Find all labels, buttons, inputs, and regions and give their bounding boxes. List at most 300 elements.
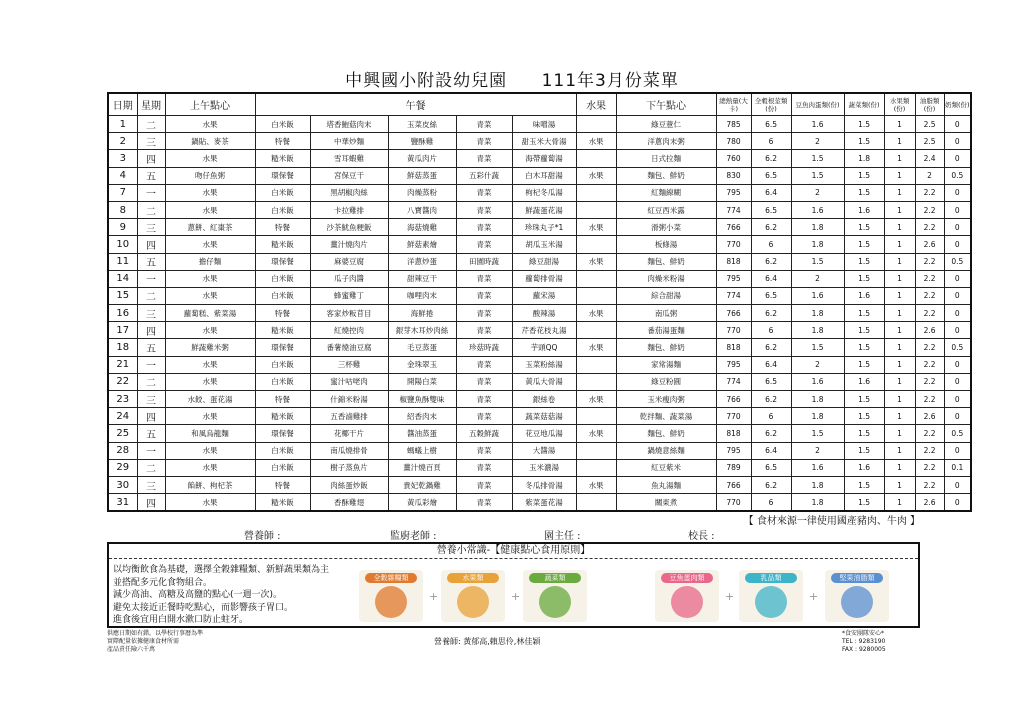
menu-body: [108, 116, 971, 512]
table-cell: 1: [884, 133, 915, 150]
table-cell: 特餐: [255, 305, 310, 322]
table-cell: 21: [108, 356, 137, 373]
table-cell: [576, 459, 616, 476]
table-cell: 三: [137, 219, 165, 236]
table-cell: 甜玉米大骨湯: [512, 133, 576, 150]
table-cell: [576, 356, 616, 373]
table-cell: 青菜: [456, 305, 512, 322]
table-cell: 4: [108, 167, 137, 184]
table-cell: 1.5: [844, 219, 884, 236]
table-cell: 2.2: [915, 287, 944, 304]
table-cell: 日式拉麵: [616, 150, 716, 167]
table-cell: 珍珠丸子*1: [512, 219, 576, 236]
table-header: [108, 93, 971, 116]
table-cell: 麻婆豆腐: [310, 253, 388, 270]
table-cell: 30: [108, 476, 137, 493]
table-cell: 2.2: [915, 184, 944, 201]
table-cell: 0: [944, 201, 971, 218]
table-cell: 1.6: [791, 116, 844, 133]
table-cell: 1.5: [791, 339, 844, 356]
table-cell: 蘿蔔排骨湯: [512, 270, 576, 287]
table-cell: 6.5: [751, 287, 791, 304]
dairy-label: 乳品類: [745, 573, 797, 583]
table-cell: 蔬菜菇菇湯: [512, 408, 576, 425]
contact-line: *食安團隊安心*: [842, 630, 885, 637]
table-cell: 1: [108, 116, 137, 133]
tip-line: 進食後宜用白開水漱口防止蛀牙。: [113, 615, 249, 625]
sig-principal: 校長 :: [688, 531, 715, 542]
table-cell: 青菜: [456, 459, 512, 476]
table-cell: 795: [716, 184, 751, 201]
table-cell: 1: [884, 219, 915, 236]
col-calories: 總熱量(大卡): [716, 93, 751, 116]
table-cell: 0: [944, 442, 971, 459]
table-cell: 1: [884, 287, 915, 304]
table-row: [108, 167, 971, 184]
table-cell: 咖哩肉末: [388, 287, 456, 304]
table-cell: 9: [108, 219, 137, 236]
table-cell: 滑粥小菜: [616, 219, 716, 236]
table-cell: 玉菜粉絲湯: [512, 356, 576, 373]
table-cell: 白米飯: [255, 442, 310, 459]
table-cell: 水果: [576, 167, 616, 184]
table-cell: 五彩什蔬: [456, 167, 512, 184]
table-cell: 毛豆蒸蛋: [388, 339, 456, 356]
table-cell: 1: [884, 305, 915, 322]
table-cell: 銀絲卷: [512, 391, 576, 408]
table-cell: 830: [716, 167, 751, 184]
table-cell: 黃瓜肉片: [388, 150, 456, 167]
table-cell: 17: [108, 322, 137, 339]
table-cell: [576, 236, 616, 253]
table-cell: 水果: [165, 201, 255, 218]
table-cell: 6: [751, 408, 791, 425]
table-cell: 6.4: [751, 270, 791, 287]
table-row: [108, 373, 971, 390]
table-cell: [576, 322, 616, 339]
table-cell: 0: [944, 305, 971, 322]
col-vegetables: 蔬菜類(份): [844, 93, 884, 116]
table-cell: 環保餐: [255, 425, 310, 442]
plus-icon: +: [809, 590, 819, 603]
table-cell: 糙米飯: [255, 494, 310, 512]
table-cell: 開陽白菜: [388, 373, 456, 390]
table-cell: 乾拌麵、蔬菜湯: [616, 408, 716, 425]
nutrition-tips-box: [107, 542, 920, 628]
table-cell: 1.5: [844, 442, 884, 459]
table-cell: 青菜: [456, 270, 512, 287]
table-cell: 1.8: [844, 150, 884, 167]
table-cell: 青菜: [456, 442, 512, 459]
table-cell: 四: [137, 322, 165, 339]
sig-director: 園主任 :: [544, 531, 581, 542]
table-cell: 0.5: [944, 167, 971, 184]
table-cell: 1.6: [791, 201, 844, 218]
table-cell: 水果: [165, 408, 255, 425]
table-cell: 10: [108, 236, 137, 253]
table-cell: 2.2: [915, 270, 944, 287]
table-cell: 1.5: [844, 339, 884, 356]
table-cell: [576, 150, 616, 167]
table-cell: 環保餐: [255, 167, 310, 184]
table-cell: 蘿蔔糕、紫菜湯: [165, 305, 255, 322]
table-row: [108, 287, 971, 304]
table-cell: 2: [108, 133, 137, 150]
tip-line: 減少高油、高糖及高鹽的點心(一週一次)。: [113, 590, 283, 600]
table-cell: 0: [944, 322, 971, 339]
table-row: [108, 356, 971, 373]
table-cell: 0.5: [944, 253, 971, 270]
table-cell: 青菜: [456, 219, 512, 236]
table-cell: 青菜: [456, 201, 512, 218]
table-cell: 0: [944, 391, 971, 408]
table-cell: 0: [944, 133, 971, 150]
table-cell: 水果: [576, 253, 616, 270]
table-cell: 紅燒控肉: [310, 322, 388, 339]
table-cell: 1: [884, 356, 915, 373]
table-cell: 2.2: [915, 442, 944, 459]
table-cell: 6.2: [751, 150, 791, 167]
table-cell: 1.5: [844, 305, 884, 322]
table-cell: 擔仔麵: [165, 253, 255, 270]
footer-nutritionists: 營養師: 黃郁高,賴思伶,林佳穎: [434, 637, 541, 646]
table-cell: 1: [884, 167, 915, 184]
table-cell: 芋頭QQ: [512, 339, 576, 356]
food-group-fruits: [441, 570, 505, 622]
table-cell: 2.2: [915, 253, 944, 270]
table-cell: 1.5: [844, 322, 884, 339]
table-cell: 1.6: [791, 373, 844, 390]
table-cell: 0.1: [944, 459, 971, 476]
table-row: [108, 425, 971, 442]
table-cell: 二: [137, 287, 165, 304]
table-cell: 2: [791, 184, 844, 201]
table-cell: 1.5: [844, 408, 884, 425]
table-cell: 八寶醬肉: [388, 201, 456, 218]
menu-month: 111年3月份菜單: [541, 71, 679, 91]
table-cell: 二: [137, 459, 165, 476]
tip-line: 避免太接近正餐時吃點心，而影響孩子胃口。: [113, 602, 294, 613]
table-cell: 6.5: [751, 167, 791, 184]
protein-icon: [671, 586, 703, 618]
table-cell: 1.5: [791, 150, 844, 167]
table-cell: 16: [108, 305, 137, 322]
table-cell: 洋蔥炒蛋: [388, 253, 456, 270]
table-cell: 青菜: [456, 356, 512, 373]
table-cell: 麵包、鮮奶: [616, 425, 716, 442]
table-cell: 水果: [165, 459, 255, 476]
table-row: [108, 116, 971, 133]
table-row: [108, 219, 971, 236]
table-cell: 麵包、鮮奶: [616, 167, 716, 184]
table-cell: 鮮蔬蛋花湯: [512, 201, 576, 218]
table-cell: 1.8: [791, 305, 844, 322]
table-cell: 薑汁燒百頁: [388, 459, 456, 476]
food-group-oils: [825, 570, 889, 622]
table-cell: 銀芽木耳炒肉絲: [388, 322, 456, 339]
table-cell: 0.5: [944, 339, 971, 356]
col-lunch: 午餐: [255, 93, 576, 116]
table-cell: 卡拉雞排: [310, 201, 388, 218]
table-cell: 1: [884, 442, 915, 459]
table-cell: 31: [108, 494, 137, 512]
table-cell: 塔香鮑菇肉末: [310, 116, 388, 133]
table-cell: 2.6: [915, 322, 944, 339]
table-cell: 紅豆西米露: [616, 201, 716, 218]
table-cell: [576, 184, 616, 201]
table-cell: 1: [884, 116, 915, 133]
table-cell: 0: [944, 373, 971, 390]
table-cell: 795: [716, 270, 751, 287]
table-cell: 28: [108, 442, 137, 459]
table-cell: 鹽酥雞: [388, 133, 456, 150]
col-grains: 全穀根莖類(份): [751, 93, 791, 116]
table-cell: 白米飯: [255, 287, 310, 304]
sig-kitchen: 監廚老師 :: [390, 531, 437, 542]
table-row: [108, 305, 971, 322]
table-cell: 1.5: [844, 116, 884, 133]
col-weekday: 星期: [137, 93, 165, 116]
page-title: [0, 66, 1024, 91]
table-cell: 760: [716, 150, 751, 167]
table-row: [108, 408, 971, 425]
table-cell: 818: [716, 253, 751, 270]
table-cell: 774: [716, 287, 751, 304]
table-cell: 1.5: [791, 425, 844, 442]
table-cell: 2.2: [915, 373, 944, 390]
table-cell: 肉絲蛋炒飯: [310, 476, 388, 493]
table-cell: [576, 116, 616, 133]
table-cell: 青菜: [456, 322, 512, 339]
table-cell: 麵包、鮮奶: [616, 253, 716, 270]
table-cell: 雪耳蝦雞: [310, 150, 388, 167]
table-row: [108, 201, 971, 218]
footer-notes: [107, 630, 203, 654]
col-dairy: 奶類(份): [944, 93, 971, 116]
table-cell: 1.5: [844, 356, 884, 373]
table-cell: 1: [884, 253, 915, 270]
table-cell: 海鮮捲: [388, 305, 456, 322]
table-cell: 綠豆粉圓: [616, 373, 716, 390]
table-cell: 關東煮: [616, 494, 716, 512]
table-cell: 黃瓜彩燴: [388, 494, 456, 512]
table-cell: 三: [137, 133, 165, 150]
table-cell: 環保餐: [255, 253, 310, 270]
table-cell: 吻仔魚粥: [165, 167, 255, 184]
table-cell: 紅麵線糊: [616, 184, 716, 201]
table-cell: 2.2: [915, 425, 944, 442]
table-cell: 水果: [165, 494, 255, 512]
table-cell: 785: [716, 116, 751, 133]
table-cell: 一: [137, 356, 165, 373]
plus-icon: +: [429, 590, 439, 603]
table-cell: 2.2: [915, 476, 944, 493]
table-cell: 鮮菇蒸蛋: [388, 167, 456, 184]
table-cell: 青菜: [456, 133, 512, 150]
table-cell: 綠豆薏仁: [616, 116, 716, 133]
table-cell: [576, 201, 616, 218]
table-cell: 1.6: [791, 287, 844, 304]
table-cell: 818: [716, 425, 751, 442]
table-cell: 環保餐: [255, 339, 310, 356]
table-cell: 青菜: [456, 391, 512, 408]
table-cell: 1.8: [791, 236, 844, 253]
table-cell: 1.5: [844, 236, 884, 253]
tip-line: 並搭配多元化食物組合。: [113, 577, 213, 588]
table-cell: 鍋貼、麥茶: [165, 133, 255, 150]
table-cell: 6.2: [751, 339, 791, 356]
table-cell: 6: [751, 322, 791, 339]
table-cell: 水果: [576, 476, 616, 493]
table-row: [108, 442, 971, 459]
table-row: [108, 150, 971, 167]
grains-icon: [375, 586, 407, 618]
table-cell: 家常湯麵: [616, 356, 716, 373]
table-cell: 黑胡椒肉絲: [310, 184, 388, 201]
table-cell: 四: [137, 494, 165, 512]
table-cell: 酸辣湯: [512, 305, 576, 322]
table-cell: 青菜: [456, 184, 512, 201]
table-cell: 特餐: [255, 476, 310, 493]
table-row: [108, 133, 971, 150]
table-cell: 大醬湯: [512, 442, 576, 459]
table-cell: 6.4: [751, 184, 791, 201]
table-cell: 2: [791, 356, 844, 373]
table-cell: 椒鹽魚酥雙味: [388, 391, 456, 408]
table-cell: 766: [716, 305, 751, 322]
food-group-dairy: [739, 570, 803, 622]
table-cell: 2.6: [915, 236, 944, 253]
table-cell: 1.5: [844, 133, 884, 150]
table-cell: 6.2: [751, 391, 791, 408]
table-cell: 6: [751, 494, 791, 512]
table-cell: 白米飯: [255, 201, 310, 218]
table-cell: 板條湯: [616, 236, 716, 253]
table-cell: 2: [915, 167, 944, 184]
table-cell: 2.2: [915, 219, 944, 236]
table-cell: 三: [137, 476, 165, 493]
table-cell: 水果: [576, 305, 616, 322]
table-cell: 1: [884, 391, 915, 408]
table-cell: 水果: [576, 339, 616, 356]
table-cell: 2: [791, 133, 844, 150]
table-cell: 宮保豆干: [310, 167, 388, 184]
table-cell: 6.2: [751, 253, 791, 270]
table-cell: 1.5: [791, 253, 844, 270]
table-cell: 三: [137, 391, 165, 408]
table-cell: 螞蟻上樹: [388, 442, 456, 459]
table-cell: 糙米飯: [255, 408, 310, 425]
table-cell: 766: [716, 219, 751, 236]
table-cell: 鮮菇素燴: [388, 236, 456, 253]
table-cell: 1.8: [791, 494, 844, 512]
protein-label: 豆魚蛋肉類: [661, 573, 713, 583]
contact-line: FAX : 9280005: [842, 646, 886, 653]
table-cell: 二: [137, 116, 165, 133]
table-cell: 五穀鮮蔬: [456, 425, 512, 442]
table-cell: 1.8: [791, 476, 844, 493]
oils-icon: [841, 586, 873, 618]
table-cell: 薑汁燒肉片: [310, 236, 388, 253]
table-cell: 水果: [165, 373, 255, 390]
table-row: [108, 494, 971, 512]
food-group-protein: [655, 570, 719, 622]
fruits-icon: [457, 586, 489, 618]
table-cell: 四: [137, 150, 165, 167]
table-cell: 0: [944, 287, 971, 304]
table-cell: 洋蔥肉末粥: [616, 133, 716, 150]
table-cell: 1: [884, 184, 915, 201]
vegetables-icon: [539, 586, 571, 618]
table-cell: 餡餅、枸杞茶: [165, 476, 255, 493]
table-cell: 紹香肉末: [388, 408, 456, 425]
table-cell: 特餐: [255, 133, 310, 150]
col-morning-snack: 上午點心: [165, 93, 255, 116]
col-oils: 油脂類(份): [915, 93, 944, 116]
table-cell: 白米飯: [255, 373, 310, 390]
table-cell: 2.2: [915, 459, 944, 476]
table-cell: 花椰干片: [310, 425, 388, 442]
table-cell: 中華炒麵: [310, 133, 388, 150]
table-cell: 0: [944, 150, 971, 167]
table-cell: 和風烏龍麵: [165, 425, 255, 442]
table-cell: 二: [137, 373, 165, 390]
table-cell: 0: [944, 236, 971, 253]
table-cell: 1.6: [844, 201, 884, 218]
table-cell: 15: [108, 287, 137, 304]
plus-icon: +: [725, 590, 735, 603]
food-group-vegetables: [523, 570, 587, 622]
table-cell: 1.6: [844, 287, 884, 304]
table-cell: 1: [884, 270, 915, 287]
table-cell: 紅豆紫米: [616, 459, 716, 476]
table-cell: 0.5: [944, 425, 971, 442]
table-cell: 青菜: [456, 116, 512, 133]
table-cell: 2: [791, 270, 844, 287]
table-cell: 糙米飯: [255, 150, 310, 167]
table-cell: 2.6: [915, 408, 944, 425]
table-cell: 1.5: [844, 494, 884, 512]
source-note: 【 食材來源一律使用國產豬肉、牛肉 】: [743, 516, 920, 527]
vegetables-label: 蔬菜類: [529, 573, 581, 583]
footer-contact: [842, 630, 886, 654]
table-cell: 白米飯: [255, 116, 310, 133]
table-cell: 0: [944, 494, 971, 512]
table-cell: 番茄湯蛋麵: [616, 322, 716, 339]
table-cell: 1: [884, 408, 915, 425]
table-cell: 770: [716, 322, 751, 339]
table-cell: 五: [137, 253, 165, 270]
oils-label: 堅果油脂類: [831, 573, 883, 583]
table-cell: 1.6: [844, 373, 884, 390]
table-cell: 766: [716, 391, 751, 408]
table-cell: 水果: [576, 133, 616, 150]
table-cell: 25: [108, 425, 137, 442]
table-cell: 1.5: [844, 476, 884, 493]
table-cell: 綜合甜湯: [616, 287, 716, 304]
table-cell: 1.8: [791, 219, 844, 236]
table-cell: 0: [944, 476, 971, 493]
table-cell: 6.4: [751, 356, 791, 373]
table-cell: 1.6: [844, 459, 884, 476]
table-cell: 胡瓜玉米湯: [512, 236, 576, 253]
table-cell: 3: [108, 150, 137, 167]
table-cell: 瓜子肉醬: [310, 270, 388, 287]
table-cell: 780: [716, 133, 751, 150]
table-cell: 青菜: [456, 236, 512, 253]
table-cell: 11: [108, 253, 137, 270]
table-cell: 冬瓜排骨湯: [512, 476, 576, 493]
